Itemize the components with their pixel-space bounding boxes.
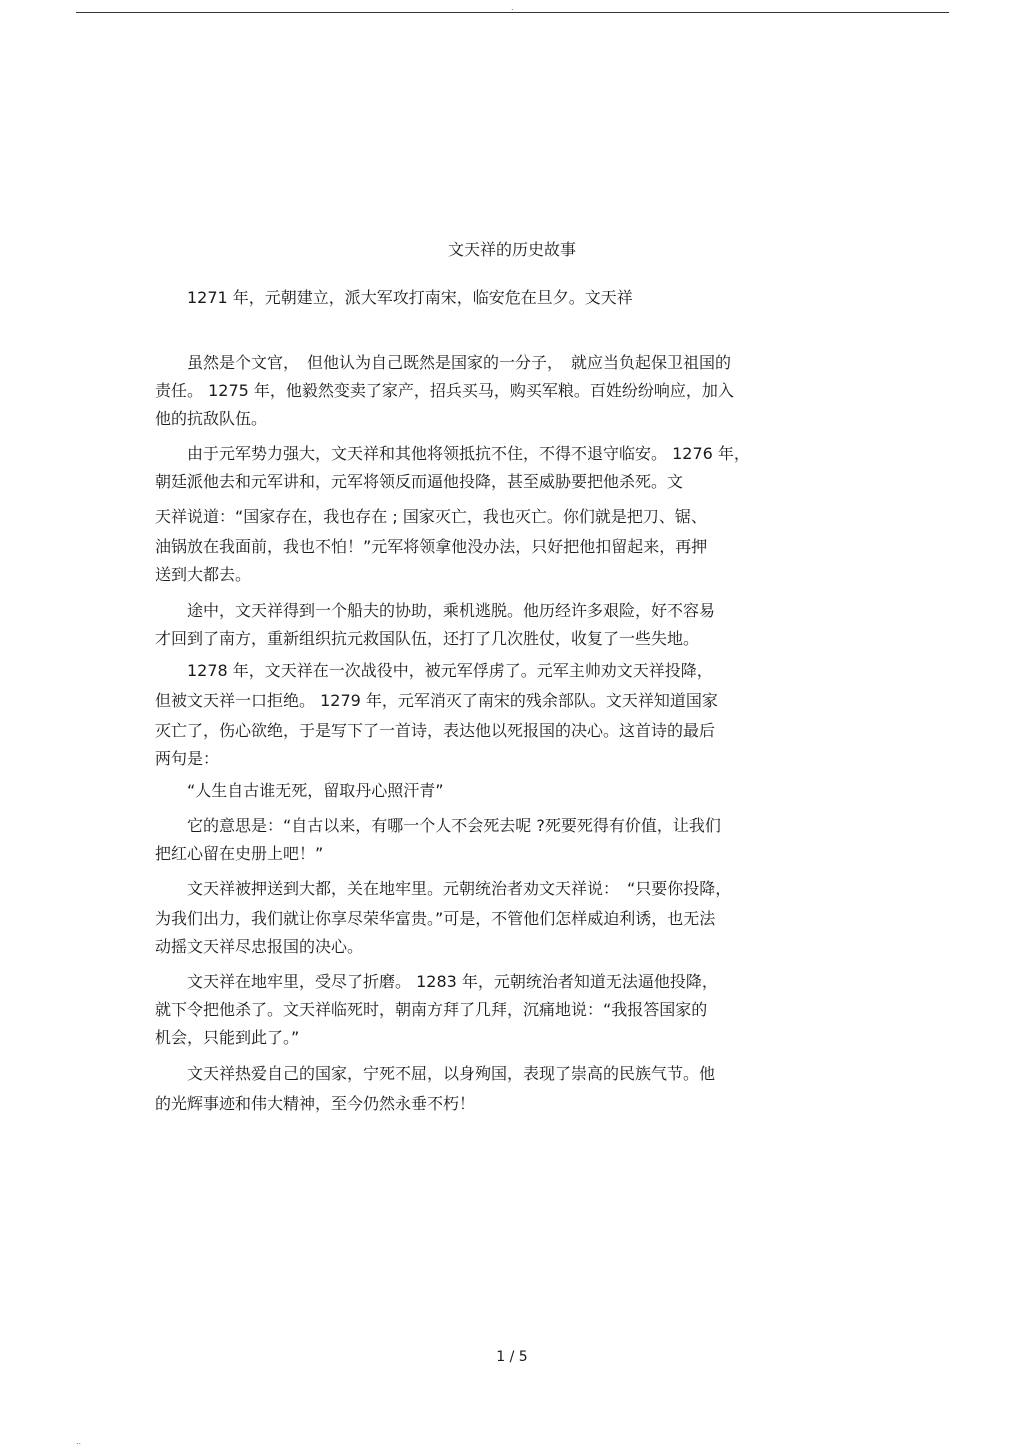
text-line: 动摇文天祥尽忠报国的决心。 [155,937,364,956]
page-number: 1 / 5 [496,1349,528,1365]
text-line: 文天祥被押送到大都，关在地牢里。元朝统治者劝文天祥说： “只要你投降， [155,879,732,898]
text-line: 油锅放在我面前，我也不怕！”元军将领拿他没办法，只好把他扣留起来，再押 [155,537,708,556]
text-line: 责任。 1275 年，他毅然变卖了家产，招兵买马，购买军粮。百姓纷纷响应，加入 [155,381,734,400]
text-line: 但被文天祥一口拒绝。 1279 年，元军消灭了南宋的残余部队。文天祥知道国家 [155,691,718,710]
text-line: 文天祥在地牢里，受尽了折磨。 1283 年，元朝统治者知道无法逼他投降， [155,972,718,991]
text-line: 1278 年，文天祥在一次战役中，被元军俘虏了。元军主帅劝文天祥投降， [155,661,713,680]
document-title: 文天祥的历史故事 [447,240,576,259]
text-line: 送到大都去。 [155,565,252,584]
text-line: 1271 年，元朝建立，派大军攻打南宋，临安危在旦夕。文天祥 [155,288,633,307]
text-line: 灭亡了，伤心欲绝，于是写下了一首诗，表达他以死报国的决心。这首诗的最后 [155,721,716,740]
text-line: 它的意思是：“自古以来，有哪一个人不会死去呢 ?死要死得有价值，让我们 [155,816,721,835]
text-line: 朝廷派他去和元军讲和，元军将领反而逼他投降，甚至威胁要把他杀死。文 [155,472,684,491]
text-line: 把红心留在史册上吧！” [155,844,324,863]
text-line: 为我们出力，我们就让你享尽荣华富贵。”可是，不管他们怎样威迫利诱，也无法 [155,909,716,928]
text-line: 就下令把他杀了。文天祥临死时，朝南方拜了几拜，沉痛地说：“我报答国家的 [155,1000,708,1019]
text-line: 途中，文天祥得到一个船夫的协助，乘机逃脱。他历经许多艰险，好不容易 [155,601,716,620]
header-mark: . [511,3,514,12]
text-line: 他的抗敌队伍。 [155,409,268,428]
text-line: 的光辉事迹和伟大精神，至今仍然永垂不朽！ [155,1094,476,1113]
poem-line: “人生自古谁无死，留取丹心照汗青” [155,781,444,800]
header-rule [76,12,949,13]
text-line: 文天祥热爱自己的国家，宁死不屈，以身殉国，表现了崇高的民族气节。他 [155,1064,716,1083]
text-line: 两句是： [155,749,220,768]
text-line: 天祥说道：“国家存在，我也存在 ; 国家灭亡，我也灭亡。你们就是把刀、锯、 [155,507,707,526]
text-line: 才回到了南方，重新组织抗元救国队伍，还打了几次胜仗，收复了一些失地。 [155,629,700,648]
footer-mark: .. [76,1437,82,1446]
text-line: 虽然是个文官， 但他认为自己既然是国家的一分子， 就应当负起保卫祖国的 [155,353,732,372]
text-line: 由于元军势力强大，文天祥和其他将领抵抗不住，不得不退守临安。 1276 年， [155,444,750,463]
text-line: 机会，只能到此了。” [155,1028,300,1047]
